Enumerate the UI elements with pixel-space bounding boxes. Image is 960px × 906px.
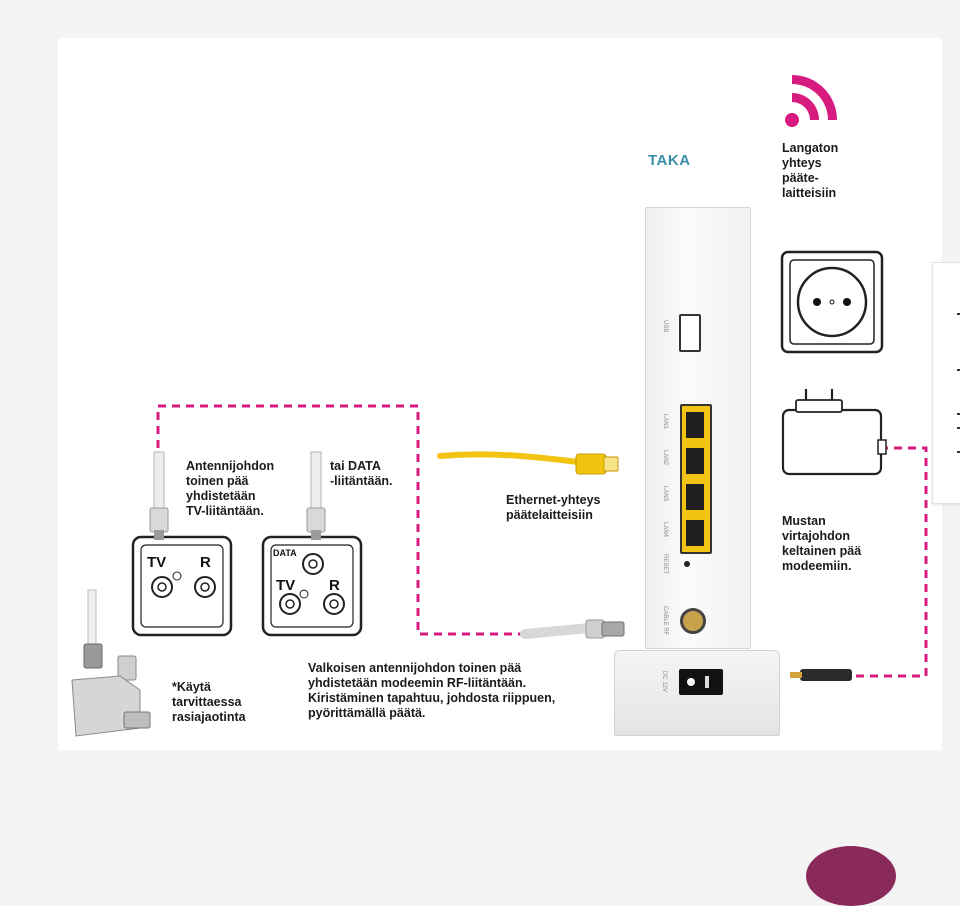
- tv-outlet-icon: [133, 537, 231, 635]
- power-socket-icon: [782, 252, 882, 352]
- power-adapter-icon: [783, 389, 886, 474]
- port-label-cable-rf: CABLE RF: [662, 606, 668, 636]
- ethernet-cable-icon: [440, 454, 618, 474]
- port-label-lan2: LAN2: [662, 450, 668, 466]
- port-label-reset: RESET: [662, 554, 668, 575]
- outlet-r-label: R: [200, 554, 211, 571]
- port-label-lan4: LAN4: [662, 522, 668, 538]
- outlet-data-label: DATA: [273, 548, 297, 558]
- ethernet-label: Ethernet-yhteys päätelaitteisiin: [506, 493, 601, 522]
- modem-stand: [614, 650, 780, 736]
- port-label-usb: USB: [662, 320, 668, 333]
- dc-power-port[interactable]: [679, 669, 723, 695]
- wifi-label: Langaton yhteys pääte- laitteisiin: [782, 141, 839, 200]
- wifi-icon: [785, 75, 837, 127]
- outlet-data-r-label: R: [329, 577, 340, 594]
- usb-port[interactable]: [679, 314, 701, 352]
- port-label-dc: DC 12V: [661, 671, 667, 693]
- cable-rf-port[interactable]: [680, 608, 706, 634]
- antenna-end-label: Antennijohdon toinen pää yhdistetään TV-liitäntään.: [186, 459, 275, 518]
- dc-jack-hole: [687, 678, 695, 686]
- power-cable-label: Mustan virtajohdon keltainen pää modeemiin.: [782, 514, 862, 573]
- lan-port-4[interactable]: [686, 520, 704, 546]
- dc-plug-icon: [790, 669, 852, 681]
- outlet-tv-label: TV: [147, 554, 167, 571]
- power-switch: [705, 676, 709, 688]
- lan-ports: [680, 404, 712, 554]
- coax-plug-tv-icon: [150, 452, 168, 540]
- modem-back-panel: [645, 207, 751, 649]
- coax-cable-icon: [525, 620, 624, 638]
- lan-port-1[interactable]: [686, 412, 704, 438]
- port-label-lan1: LAN1: [662, 414, 668, 430]
- white-cable-label: Valkoisen antennijohdon toinen pää yhdistetään modeemin RF-liitäntään. Kiristäminen tapahtuu, johdosta riippuen, pyörittämällä päätä.: [308, 661, 556, 720]
- dashed-line-power: [852, 448, 926, 676]
- lan-port-3[interactable]: [686, 484, 704, 510]
- data-outlet-icon: [263, 537, 361, 635]
- port-label-lan3: LAN3: [662, 486, 668, 502]
- taka-label: TAKA: [648, 152, 691, 169]
- lan-port-2[interactable]: [686, 448, 704, 474]
- tai-data-label: tai DATA -liitäntään.: [330, 459, 393, 488]
- coax-plug-data-icon: [307, 452, 325, 540]
- splitter-note-label: *Käytä tarvittaessa rasiajaotinta: [172, 680, 246, 724]
- reset-button[interactable]: [684, 561, 690, 567]
- corner-decoration: [806, 846, 896, 906]
- outlet-data-tv-label: TV: [276, 577, 296, 594]
